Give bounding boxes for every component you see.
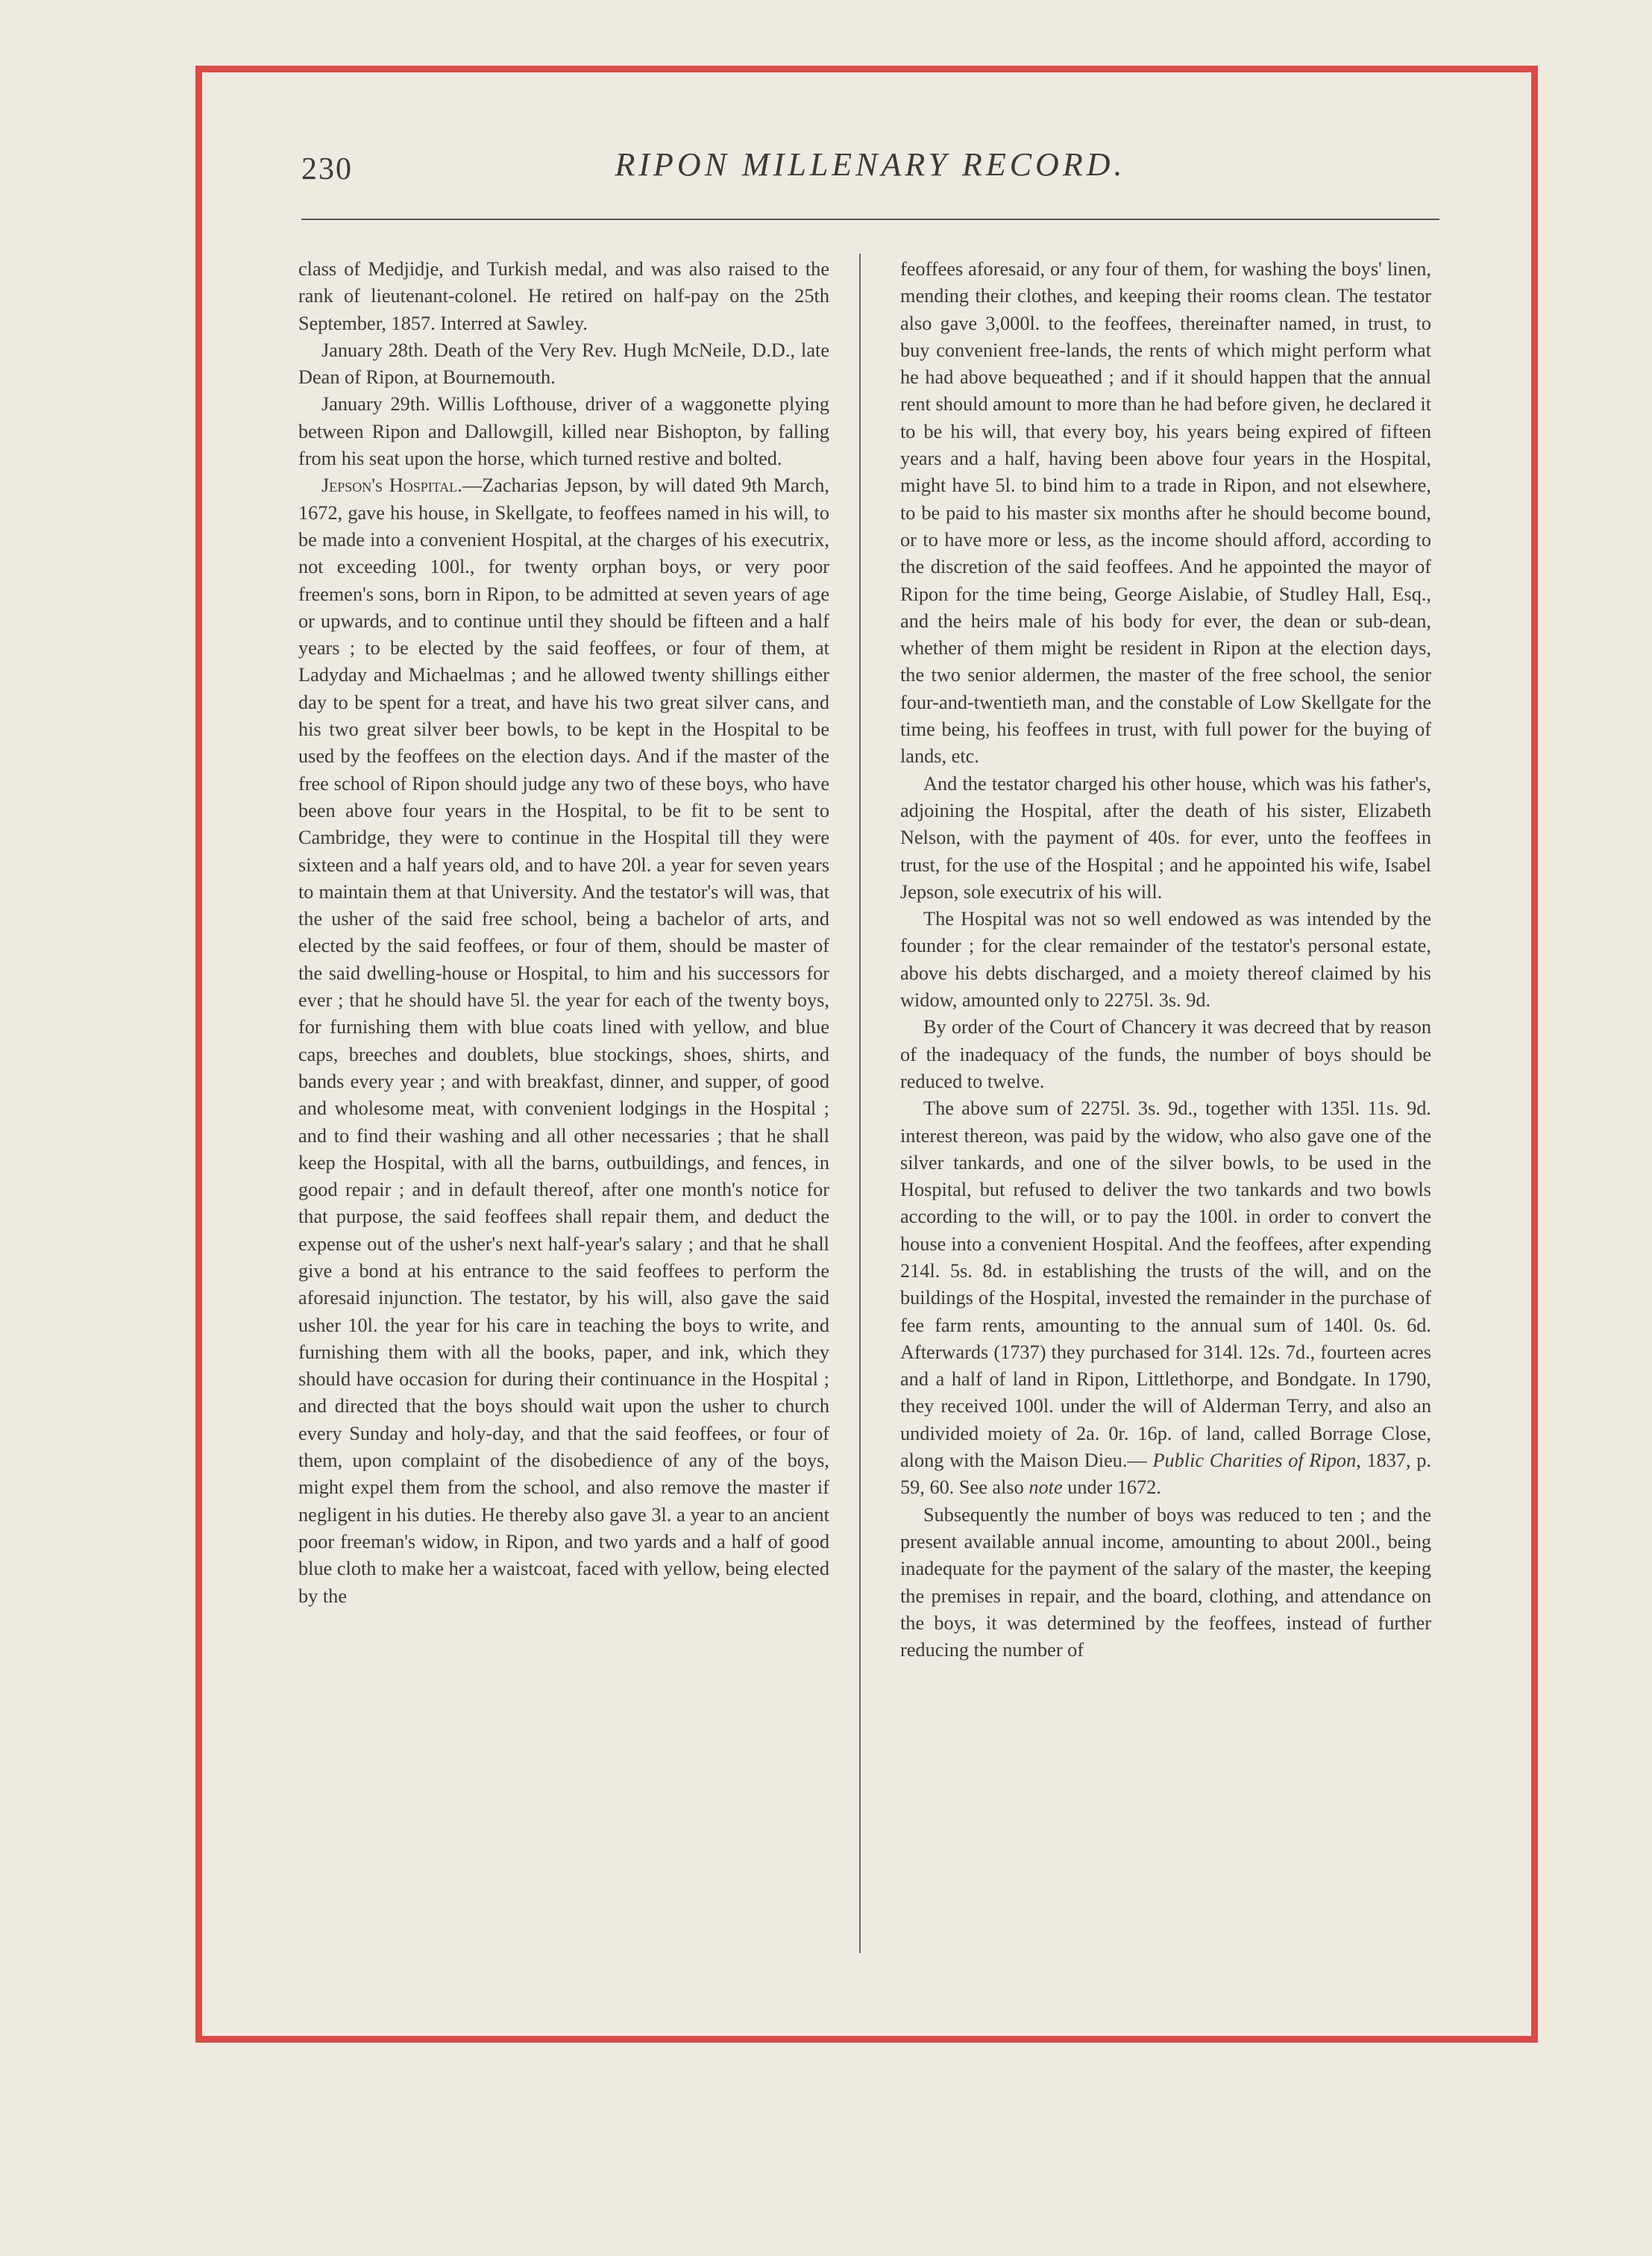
paragraph: feoffees aforesaid, or any four of them, for washing the boys' linen, mending their clothes, and keeping their rooms clean. The testator also gave 3,000l. to the feoffees, thereinafter named, in trust, to buy convenient free-lands, the rents of which might perform what he had above bequeathed ; and if it should happen that the annual rent should amount to more than he had before given, he declared it to be his will, that every boy, his years being expired of fifteen years and a half, having been above four years in the Hospital, might have 5l. to bind him to a trade in Ripon, and not elsewhere, to be paid to his master six months after he should become bound, or to have more or less, as the income should afford, according to the discretion of the said feoffees. And he appointed the mayor of Ripon for the time being, George Aislabie, of Studley Hall, Esq., and the heirs male of his body for ever, the dean or sub-dean, whether of them might be resident in Ripon at the election days, the two senior aldermen, the master of the free school, the senior four-and-twentieth man, and the constable of Low Skellgate for the time being, his feoffees in trust, with full power for the buying of lands, etc. [900, 258, 1431, 768]
paragraph-text: —Zacharias Jepson, by will dated 9th March, 1672, gave his house, in Skellgate, to feoffees named in his will, to be made into a convenient Hospital, at the charges of his executrix, not exceeding 100l., for twenty orphan boys, or very poor freemen's sons, born in Ripon, to be admitted at seven years of age or upwards, and to continue until they should be fifteen and a half years ; to be elected by the said feoffees, or four of them, at Ladyday and Michaelmas ; and he allowed twenty shillings either day to be spent for a treat, and have his two great silver cans, and his two great silver beer bowls, to be kept in the Hospital to be used by the feoffees on the election days. And if the master of the free school of Ripon should judge any two of these boys, who have been above four years in the Hospital, to be fit to be sent to Cambridge, they were to continue in the Hospital till they were sixteen and a half years old, and to have 20l. a year for seven years to maintain them at that University. And the testator's will was, that the usher of the said free school, being a bachelor of arts, and elected by the said feoffees, or four of them, should be master of the said dwelling-house or Hospital, to him and his successors for ever ; that he should have 5l. the year for each of the twenty boys, for furnishing them with blue coats lined with yellow, and blue caps, breeches and doublets, blue stockings, shoes, shirts, and bands every year ; and with breakfast, dinner, and supper, of good and wholesome meat, with convenient lodgings in the Hospital ; and to find their washing and all other necessaries ; that he shall keep the Hospital, with all the barns, outbuildings, and fences, in good repair ; and in default thereof, after one month's notice for that purpose, the said feoffees shall repair them, and deduct the expense out of the usher's next half-year's salary ; and that he shall give a bond at his entrance to the said feoffees to perform the aforesaid injunction. The testator, by his will, also gave the said usher 10l. the year for his care in teaching the boys to write, and furnishing them with all the books, paper, and ink, which they should have occasion for during their continuance in the Hospital ; and directed that the boys should wait upon the usher to church every Sunday and holy-day, and that the said feoffees, or four of them, upon complaint of the disobedience of any of the boys, might expel them from the school, and also remove the master if negligent in his duties. He thereby also gave 3l. a year to an ancient poor freeman's widow, in Ripon, and two yards and a half of good blue cloth to make her a waistcoat, faced with yellow, being elected by the [298, 474, 830, 1607]
running-title: RIPON MILLENARY RECORD. [615, 146, 1126, 183]
paragraph: By order of the Court of Chancery it was decreed that by reason of the inadequacy of the funds, the number of boys should be reduced to twelve. [900, 1016, 1431, 1092]
paragraph-text: The above sum of 2275l. 3s. 9d., together with 135l. 11s. 9d. interest thereon, was paid by the widow, who also gave one of the silver tankards, and one of the silver bowls, to be used in the Hospital, but refused to deliver the two tankards and two bowls according to the will, or to pay the 100l. in order to convert the house into a convenient Hospital. And the feoffees, after expending 214l. 5s. 8d. in establishing the trusts of the will, and on the buildings of the Hospital, invested the remainder in the purchase of fee farm rents, amounting to the annual sum of 140l. 0s. 6d. Afterwards (1737) they purchased for 314l. 12s. 7d., fourteen acres and a half of land in Ripon, Littlethorpe, and Bondgate. In 1790, they received 100l. under the will of Alderman Terry, and also an undivided moiety of 2a. 0r. 16p. of land, called Borrage Close, along with the Maison Dieu.— [900, 1097, 1431, 1472]
section-heading: Jepson's Hospital. [321, 474, 462, 497]
paragraph: Subsequently the number of boys was reduced to ten ; and the present available annual income, amounting to about 200l., being inadequate for the payment of the salary of the master, the keeping the premises in repair, and the board, clothing, and attendance on the boys, it was determined by the feoffees, instead of further reducing the number of [900, 1503, 1431, 1661]
page-header [301, 145, 1439, 190]
page-number: 230 [301, 152, 353, 187]
paragraph: class of Medjidje, and Turkish medal, and was also raised to the rank of lieutenant-colonel. He retired on half-pay on the 25th September, 1857. Interred at Sawley. [298, 258, 829, 334]
header-rule [301, 219, 1439, 220]
column-divider [859, 254, 861, 1953]
paragraph-jepson [298, 472, 829, 1609]
left-column [298, 256, 829, 1610]
paragraph: The Hospital was not so well endowed as was intended by the founder ; for the clear remainder of the testator's personal estate, above his debts discharged, and a moiety thereof claimed by his widow, amounted only to 2275l. 3s. 9d. [900, 908, 1431, 1012]
citation-end: under 1672. [1062, 1476, 1161, 1499]
right-column [900, 256, 1431, 1664]
paragraph-above-sum [900, 1095, 1431, 1501]
citation-title: Public Charities of Ripon [1152, 1450, 1357, 1472]
paragraph: January 29th. Willis Lofthouse, driver of a waggonette plying between Ripon and Dallowgill, killed near Bishopton, by falling from his seat upon the horse, which turned restive and bolted. [298, 393, 829, 470]
citation-rest: , 1837, p. 59, 60. See also [900, 1450, 1431, 1499]
paragraph: January 28th. Death of the Very Rev. Hugh McNeile, D.D., late Dean of Ripon, at Bournemouth. [298, 339, 829, 389]
paragraph: And the testator charged his other house, which was his father's, adjoining the Hospital, after the death of his sister, Elizabeth Nelson, with the payment of 40s. for ever, unto the feoffees in trust, for the use of the Hospital ; and he appointed his wife, Isabel Jepson, sole executrix of his will. [900, 772, 1431, 903]
citation-note: note [1028, 1476, 1063, 1499]
